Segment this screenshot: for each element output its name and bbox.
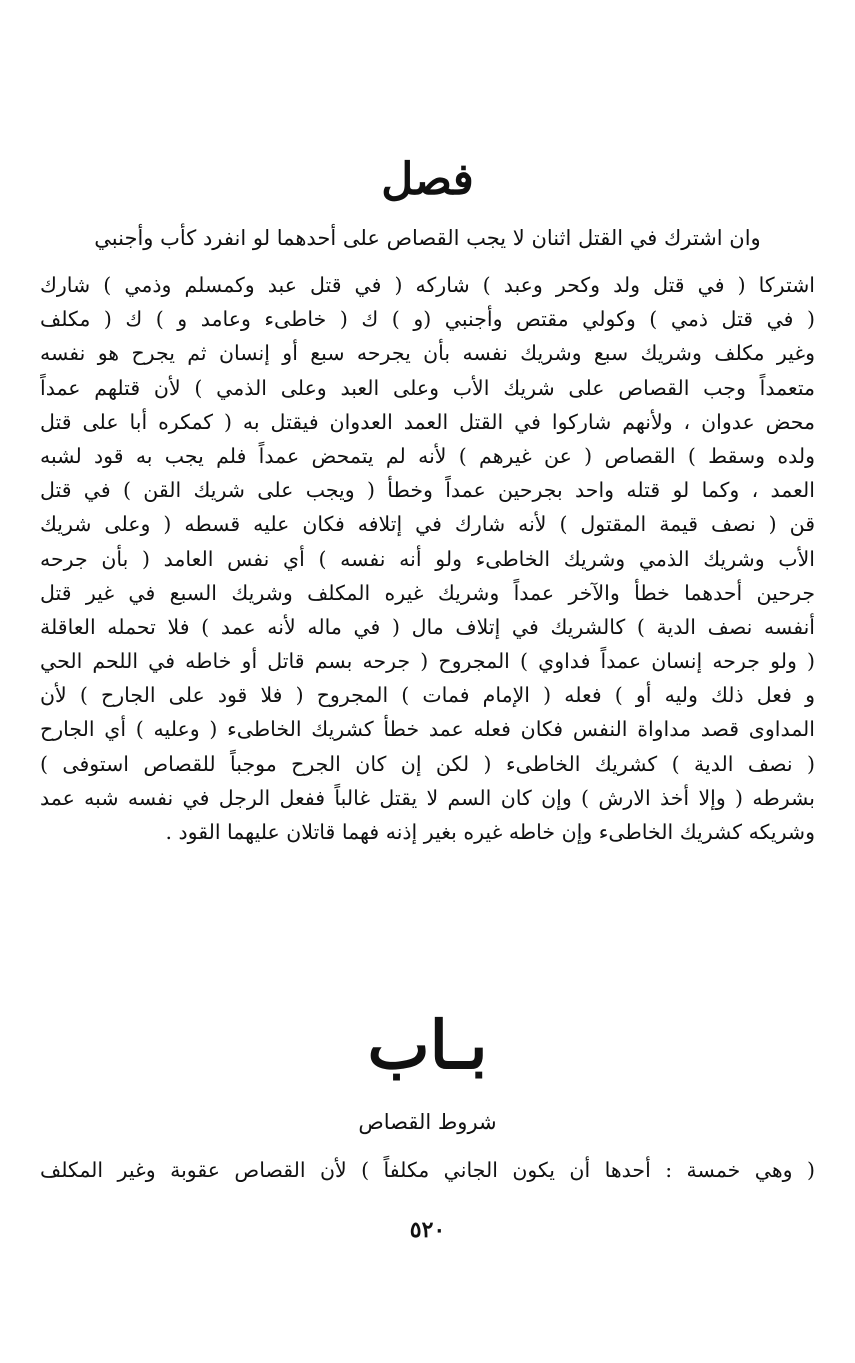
text-line: بشرطه ( وإلا أخذ الارش ) وإن كان السم لا يقتل غالباً ففعل الرجل في نفسه شبه عمد: [40, 785, 815, 810]
section-title: فصل: [381, 154, 474, 205]
text-line: وشريكه كشريك الخاطىء وإن خاطه غيره بغير إذنه فهما قاتلان عليهما القود .: [165, 820, 815, 844]
page-number: ٥٢٠: [409, 1217, 446, 1243]
text-line: ( نصف الدية ) كشريك الخاطىء ( لكن إن كان الجرح موجباً للقصاص استوفى ): [40, 751, 815, 776]
text-line: متعمداً وجب القصاص على شريك الأب وعلى العبد وعلى الذمي ) لأن قتلهم عمداً: [40, 375, 815, 400]
text-line: محض عدوان ، ولأنهم شاركوا في القتل العمد العدوان فيقتل به ( كمكره أبا على قتل: [40, 409, 815, 434]
section-intro: وان اشترك في القتل اثنان لا يجب القصاص على أحدهما لو انفرد كأب وأجنبي: [94, 226, 761, 250]
text-line: جرحين أحدهما خطأ والآخر عمداً وشريك غيره المكلف وشريك السبع في غير قتل: [40, 580, 815, 605]
chapter-subtitle: شروط القصاص: [358, 1110, 497, 1134]
text-line: و فعل ذلك وليه أو ) فعله ( الإمام فمات ) المجروح ( فلا قود على الجارح ) لأن: [40, 683, 815, 708]
text-line: وغير مكلف وشريك سبع وشريك نفسه بأن يجرحه سبع أو إنسان ثم يجرح هو نفسه: [40, 341, 815, 366]
text-line: ( ولو جرحه إنسان عمداً فداوي ) المجروح ( جرحه بسم قاتل أو خاطه في اللحم الحي: [40, 649, 815, 674]
text-line: ( في قتل ذمي ) وكولي مقتص وأجنبي (و ) ك ( خاطىء وعامد و ) ك ( مكلف: [40, 307, 815, 332]
text-line: العمد ، وكما لو قتله واحد بجرحين عمداً وخطأ ( ويجب على شريك القن ) في قتل: [40, 478, 815, 503]
text-line: اشتركا ( في قتل ولد وكحر وعبد ) شاركه ( في قتل عبد وكمسلم وذمي ) شارك: [40, 273, 815, 297]
chapter-first-line: ( وهي خمسة : أحدها أن يكون الجاني مكلفاً ) لأن القصاص عقوبة وغير المكلف: [40, 1158, 815, 1182]
text-line: الأب وشريك الذمي وشريك الخاطىء ولو أنه نفسه ) أي نفس العامد ( بأن جرحه: [40, 546, 815, 571]
section-body: [40, 268, 815, 849]
text-line: المداوى قصد مداواة النفس فكان فعله عمد خطأ كشريك الخاطىء ( وعليه ) أي الجارح: [40, 717, 815, 742]
text-line: قن ( نصف قيمة المقتول ) لأنه شارك في إتلافه فكان عليه قسطه ( وعلى شريك: [40, 512, 815, 537]
chapter-title: بـاب: [367, 1006, 488, 1084]
text-line: أنفسه نصف الدية ) كالشريك في إتلاف مال ( في ماله لأنه عمد ) فلا تحمله العاقلة: [40, 614, 815, 639]
text-line: ولده وسقط ) القصاص ( عن غيرهم ) لأنه لم يتمحض عمداً فلم يجب به قود لشبه: [40, 443, 815, 468]
